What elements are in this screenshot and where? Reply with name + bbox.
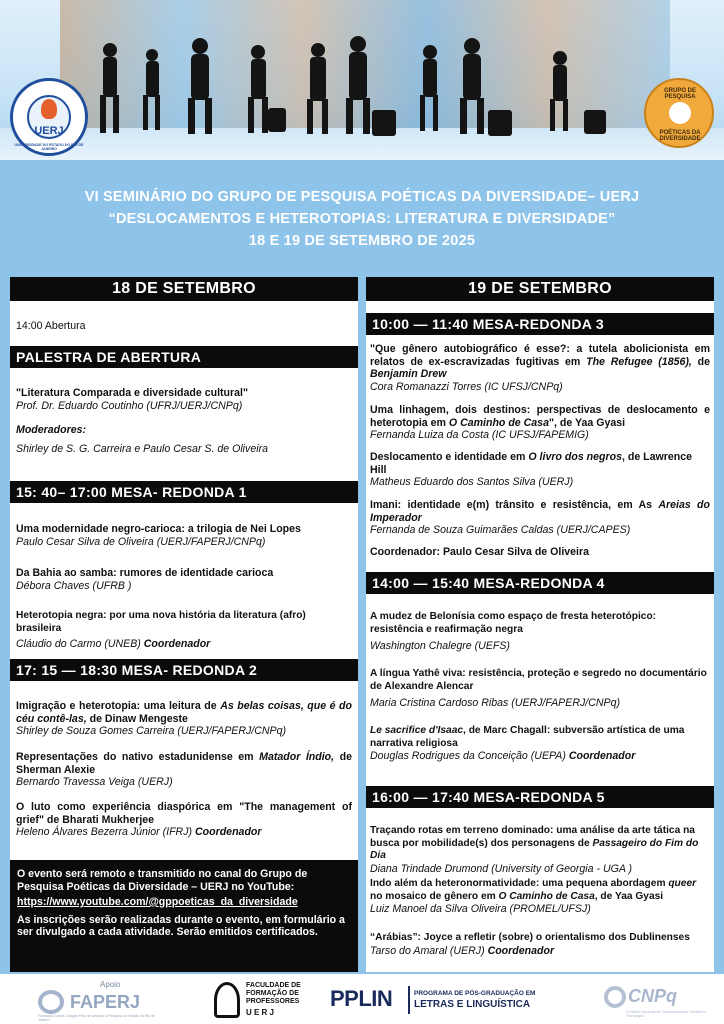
talk-title-part: Representações do nativo estadunidense em xyxy=(16,751,260,763)
talk-title: O luto como experiência diaspórica em "The management of grief" de Bharati Mukherjee xyxy=(16,801,352,826)
talk-author: Shirley de Souza Gomes Carreira (UERJ/FAPERJ/CNPq) xyxy=(16,725,287,737)
talk-author: Diana Trindade Drumond (University of Georgia - UGA ) xyxy=(370,862,632,875)
pplin-logo xyxy=(330,980,550,1020)
ffp-emblem-icon xyxy=(214,982,240,1018)
talk-title-part: Imigração e heterotopia: uma leitura de xyxy=(16,700,221,712)
day2-header: 19 DE SETEMBRO xyxy=(366,277,714,301)
list-item xyxy=(370,343,710,393)
coordenador-label: Coordenador xyxy=(487,944,555,957)
gp-logo-bottom-text: POÉTICAS DA DIVERSIDADE xyxy=(659,130,701,142)
talk-author: Matheus Eduardo dos Santos Silva (UERJ) xyxy=(370,476,574,488)
pplin-name: PPLIN xyxy=(330,986,393,1011)
list-item xyxy=(370,878,710,916)
sponsors-footer xyxy=(0,974,724,1024)
flame-icon xyxy=(41,99,57,119)
ffp-line-2: FORMAÇÃO DE xyxy=(246,990,299,997)
talk-title-part: "Que gênero autobiográfico é esse?: a tutela abolicionista em relatos de ex-escravizadas fugitivas em xyxy=(370,343,710,368)
opening-text: 14:00 Abertura xyxy=(16,320,86,332)
talk-title-part: Traçando rotas em terreno dominado: uma análise da arte tática na busca por mobilidade(s) dos personagens de xyxy=(370,825,695,849)
mesa1-header: 15: 40– 17:00 MESA- REDONDA 1 xyxy=(10,481,358,503)
ffp-uerj-logo xyxy=(214,980,314,1020)
talk-title-work: Benjamin Drew xyxy=(370,368,447,380)
uerj-logo-text: UERJ xyxy=(34,125,64,137)
talk-author: Fernanda Luiza da Costa (IC UFSJ/FAPEMIG) xyxy=(370,429,589,441)
talk-author: Bernardo Travessa Veiga (UERJ) xyxy=(16,776,173,788)
building-icon xyxy=(669,102,691,124)
talk-author: Fernanda de Souza Guimarães Caldas (UERJ/CAPES) xyxy=(370,524,631,536)
info-text-stream: O evento será remoto e transmitido no canal do Grupo de Pesquisa Poéticas da Diversidade – UERJ no YouTube: xyxy=(17,868,308,893)
talk-title-work: Passageiro do Fim do Dia xyxy=(370,837,699,861)
list-item xyxy=(16,610,352,651)
talk-title-work: O Caminho de Casa xyxy=(448,416,549,429)
talk-title: “Arábias”: Joyce a refletir (sobre) o orientalismo dos Dublinenses xyxy=(370,932,690,943)
talk-title-part: Imani: identidade e(m) trânsito e resistência, em As xyxy=(370,499,659,511)
talk-author: Maria Cristina Cardoso Ribas (UERJ/FAPERJ/CNPq) xyxy=(370,697,620,709)
list-item xyxy=(16,751,352,789)
palestra-header: PALESTRA DE ABERTURA xyxy=(10,346,358,368)
info-text-registration: As inscrições serão realizadas durante o evento, em formulário a ser divulgado a cada atividade. Serão emitidos certificados. xyxy=(17,913,345,938)
coordenador-label: Coordenador xyxy=(143,638,211,650)
talk-title-work: O Caminho de Casa xyxy=(498,890,595,902)
mesa3-header: 10:00 — 11:40 MESA-REDONDA 3 xyxy=(366,313,714,335)
palestra-title: "Literatura Comparada e diversidade cultural" xyxy=(16,387,248,399)
talk-title-part: , de Marc Chagall: subversão artística de uma narrativa religiosa xyxy=(370,725,685,749)
ffp-line-1: FACULDADE DE xyxy=(246,982,301,989)
pplin-divider xyxy=(408,986,410,1014)
coordenador-label: Coordenador xyxy=(195,826,262,838)
coordenador-label: Coordenador xyxy=(568,750,636,762)
talk-author: Tarso do Amaral (UERJ) xyxy=(370,944,485,957)
cnpq-logo xyxy=(604,980,714,1020)
talk-title-work: The Refugee (1856), xyxy=(586,355,692,368)
talk-author: Paulo Cesar Silva de Oliveira (UERJ/FAPERJ/CNPq) xyxy=(16,535,266,548)
mesa4-header: 14:00 — 15:40 MESA-REDONDA 4 xyxy=(366,572,714,594)
talk-title: A língua Yathê viva: resistência, proteção e segredo no documentário de Alexandre Alencar xyxy=(370,668,707,692)
moderadores-names: Shirley de S. G. Carreira e Paulo Cesar S. de Oliveira xyxy=(16,442,268,455)
talk-title-part: Deslocamento e identidade em xyxy=(370,451,529,463)
faperj-logo xyxy=(36,980,156,1020)
cnpq-subtitle: Conselho Nacional de Desenvolvimento Científico e Tecnológico xyxy=(626,1010,707,1018)
talk-title-work: O livro dos negros xyxy=(528,451,622,463)
talk-title-part: de Sherman Alexie xyxy=(16,751,353,776)
travelers-silhouettes-icon xyxy=(0,0,724,160)
talk-author: Cora Romanazzi Torres (IC UFSJ/CNPq) xyxy=(370,380,563,393)
cnpq-swirl-icon xyxy=(604,986,626,1008)
talk-title-part: ", de Yaa Gyasi xyxy=(548,416,626,429)
faperj-name: FAPERJ xyxy=(70,992,141,1012)
uerj-ring-text: UNIVERSIDADE DO ESTADO DO RIO DE JANEIRO xyxy=(14,143,84,151)
list-item xyxy=(16,523,352,548)
pplin-subtitle-2: LETRAS E LINGUÍSTICA xyxy=(414,999,531,1010)
moderadores-item xyxy=(16,424,352,455)
grupo-pesquisa-logo xyxy=(644,78,714,148)
talk-title-part: , de Yaa Gyasi xyxy=(594,890,664,902)
list-item xyxy=(16,700,352,738)
talk-title-part: Uma linhagem, dois destinos: perspectivas de deslocamento e heterotopia em xyxy=(370,404,710,429)
talk-title: Uma modernidade negro-carioca: a trilogia de Nei Lopes xyxy=(16,523,301,535)
talk-author: Washington Chalegre (UEFS) xyxy=(370,640,510,652)
list-item xyxy=(370,451,710,489)
list-item xyxy=(370,725,710,763)
talk-title-work: queer xyxy=(668,878,697,889)
talk-author: Cláudio do Carmo (UNEB) xyxy=(16,638,141,650)
gp-logo-top-text: GRUPO DE PESQUISA xyxy=(663,88,696,100)
list-item xyxy=(370,499,710,537)
talk-title: Da Bahia ao samba: rumores de identidade carioca xyxy=(16,567,274,579)
talk-title-part: , de Lawrence Hill xyxy=(370,451,693,476)
palestra-item xyxy=(16,387,352,412)
mesa2-header: 17: 15 — 18:30 MESA- REDONDA 2 xyxy=(10,659,358,681)
opening-time xyxy=(16,320,352,333)
cnpq-name: CNPq xyxy=(628,986,677,1006)
talk-title: A mudez de Belonísia como espaço de fresta heterotópico: resistência e reafirmação negra xyxy=(370,611,657,635)
moderadores-label: Moderadores: xyxy=(16,424,87,436)
list-item xyxy=(16,801,352,839)
talk-author: Luiz Manoel da Silva Oliveira (PROMEL/UFSJ) xyxy=(370,903,591,915)
talk-title-part: no mosaico de gênero em xyxy=(370,890,499,902)
youtube-link[interactable]: https://www.youtube.com/@gppoeticas_da_diversidade xyxy=(17,896,298,908)
pplin-subtitle-1: PROGRAMA DE PÓS-GRADUAÇÃO EM xyxy=(414,990,536,997)
talk-title-part: de Dinaw Mengeste xyxy=(86,712,188,725)
talk-title-work: Le sacrifice d'Isaac xyxy=(370,725,464,736)
faperj-swirl-icon xyxy=(38,990,64,1014)
talk-title-work: As belas coisas, que é do céu contê-las, xyxy=(16,700,352,725)
talk-author: Heleno Álvares Bezerra Júnior (IFRJ) xyxy=(16,826,193,838)
talk-author: Douglas Rodrigues da Conceição (UEPA) xyxy=(370,750,566,762)
list-item xyxy=(370,825,710,875)
title-line-2: “DESLOCAMENTOS E HETEROTOPIAS: LITERATURA E DIVERSIDADE” xyxy=(108,211,616,227)
talk-title-part: Indo além da heteronormatividade: uma pequena abordagem xyxy=(370,878,669,889)
day1-header: 18 DE SETEMBRO xyxy=(10,277,358,301)
mesa5-header: 16:00 — 17:40 MESA-REDONDA 5 xyxy=(366,786,714,808)
list-item xyxy=(16,567,352,592)
talk-title: Heterotopia negra: por uma nova história da literatura (afro) brasileira xyxy=(16,610,306,634)
event-info-box xyxy=(10,860,358,972)
mesa3-coordinator xyxy=(370,546,710,559)
apoio-label: Apoio xyxy=(100,980,121,989)
list-item xyxy=(370,404,710,442)
palestra-author: Prof. Dr. Eduardo Coutinho (UFRJ/UERJ/CNPq) xyxy=(16,399,243,412)
title-line-1: VI SEMINÁRIO DO GRUPO DE PESQUISA POÉTICAS DA DIVERSIDADE– UERJ xyxy=(84,189,640,205)
list-item xyxy=(370,611,710,653)
event-title xyxy=(0,176,724,266)
title-line-3: 18 E 19 DE SETEMBRO DE 2025 xyxy=(248,233,476,249)
ffp-line-4: U E R J xyxy=(246,1008,275,1017)
ffp-line-3: PROFESSORES xyxy=(246,998,300,1005)
faperj-subtitle: Fundação Carlos Chagas Filho de Amparo à Pesquisa do Estado do Rio de Janeiro xyxy=(38,1014,156,1022)
talk-title-part: de xyxy=(691,355,710,368)
list-item xyxy=(370,932,710,957)
talk-title-work: Matador Índio, xyxy=(259,751,335,763)
talk-title-work: Areias do Imperador xyxy=(370,499,710,524)
uerj-logo xyxy=(10,78,88,156)
talk-author: Débora Chaves (UFRB ) xyxy=(16,579,132,592)
list-item xyxy=(370,668,710,710)
header-banner xyxy=(0,0,724,160)
coordinator-text: Coordenador: Paulo Cesar Silva de Oliveira xyxy=(370,546,590,558)
